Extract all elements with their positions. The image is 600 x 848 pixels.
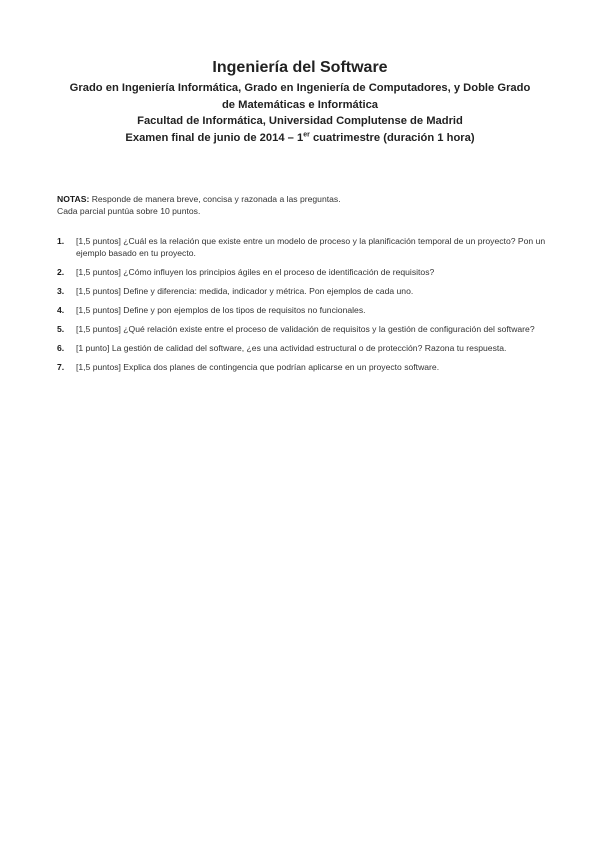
exam-info-sup: er bbox=[303, 130, 310, 138]
exam-info-prefix: Examen final de junio de 2014 – 1 bbox=[125, 131, 304, 144]
question-list bbox=[57, 236, 547, 381]
question-text: [1,5 puntos] ¿Qué relación existe entre el proceso de validación de requisitos y la gestión de configuración del software? bbox=[76, 323, 535, 334]
exam-info-suffix: cuatrimestre (duración 1 hora) bbox=[309, 131, 475, 144]
degree-line-2: de Matemáticas e Informática bbox=[221, 98, 379, 111]
question-text: [1,5 puntos] Define y pon ejemplos de los tipos de requisitos no funcionales. bbox=[76, 304, 366, 315]
question-item bbox=[57, 343, 547, 355]
question-item bbox=[57, 267, 547, 279]
question-text: [1,5 puntos] ¿Cómo influyen los principios ágiles en el proceso de identificación de requisitos? bbox=[76, 266, 435, 277]
notes-line-2: Cada parcial puntúa sobre 10 puntos. bbox=[57, 206, 201, 216]
question-number: 6. bbox=[57, 342, 65, 353]
notes-text: Responde de manera breve, concisa y razonada a las preguntas. bbox=[89, 194, 341, 204]
question-number: 2. bbox=[57, 266, 65, 277]
notes-block bbox=[57, 193, 557, 217]
question-item bbox=[57, 305, 547, 317]
question-number: 7. bbox=[57, 361, 65, 372]
question-number: 1. bbox=[57, 236, 65, 246]
question-text: [1,5 puntos] Define y diferencia: medida, indicador y métrica. Pon ejemplos de cada uno. bbox=[76, 285, 414, 296]
question-item bbox=[57, 362, 547, 374]
question-number: 5. bbox=[57, 323, 65, 334]
question-number: 4. bbox=[57, 304, 65, 315]
notes-label: NOTAS: bbox=[57, 194, 90, 204]
exam-header bbox=[50, 80, 550, 146]
faculty-line: Facultad de Informática, Universidad Complutense de Madrid bbox=[137, 115, 463, 127]
question-item bbox=[57, 286, 547, 298]
question-text: [1,5 puntos] Explica dos planes de contingencia que podrían aplicarse en un proyecto software. bbox=[76, 361, 440, 372]
notes-line-1 bbox=[57, 193, 557, 205]
page-title: Ingeniería del Software bbox=[212, 59, 388, 76]
exam-info-line bbox=[50, 130, 550, 147]
question-number: 3. bbox=[57, 285, 65, 296]
question-text: [1,5 puntos] ¿Cuál es la relación que existe entre un modelo de proceso y la planificación temporal de un proyecto? Pon un ejemplo basado en tu proyecto. bbox=[76, 236, 546, 258]
question-text: [1 punto] La gestión de calidad del software, ¿es una actividad estructural o de protección? Razona tu respuesta. bbox=[76, 342, 507, 353]
question-item bbox=[57, 236, 547, 260]
degree-line-1: Grado en Ingeniería Informática, Grado en Ingeniería de Computadores, y Doble Grado bbox=[69, 82, 531, 94]
question-item bbox=[57, 324, 547, 336]
